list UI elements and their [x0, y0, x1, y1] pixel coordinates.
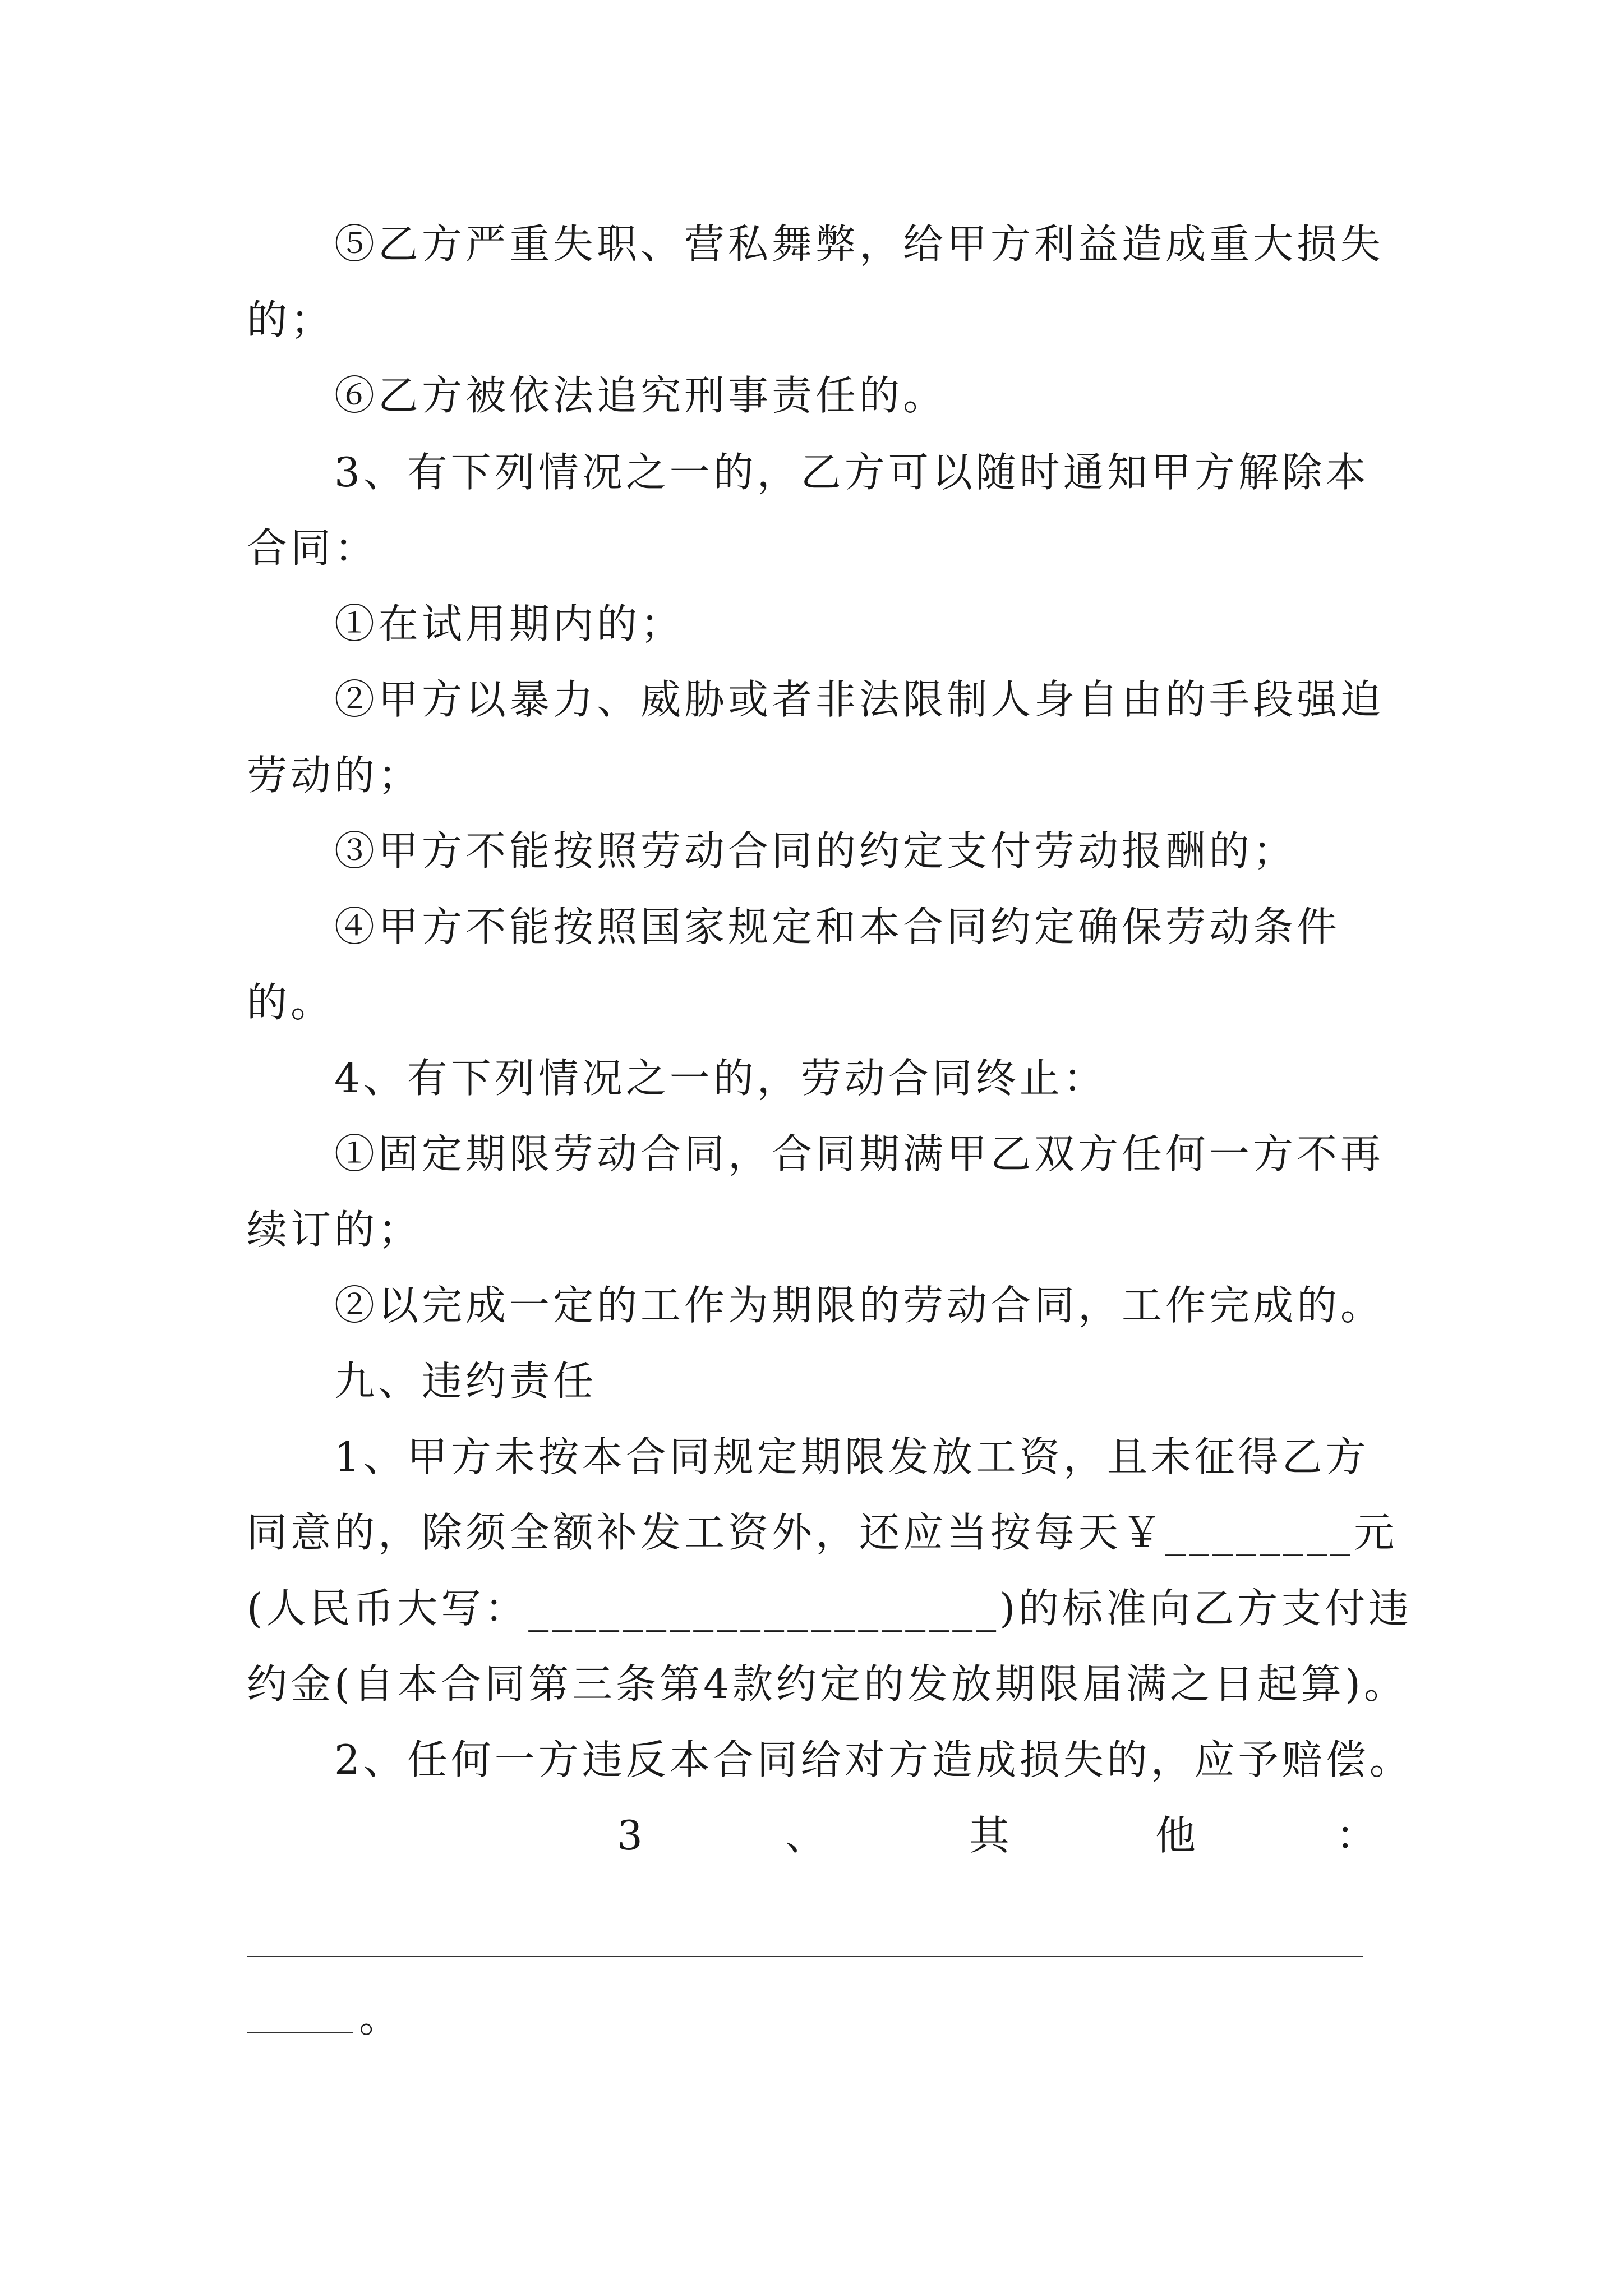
blank-fill-line	[247, 1956, 1363, 1957]
paragraph-line: ①在试用期内的；	[334, 600, 685, 647]
end-punctuation: 。	[359, 1994, 400, 2041]
paragraph-line: (人民币大写：____________________)的标准向乙方支付违	[247, 1585, 1413, 1632]
paragraph-line: ②甲方以暴力、威胁或者非法限制人身自由的手段强迫	[334, 676, 1385, 723]
other-clause-colon: ：	[1336, 1812, 1377, 1859]
paragraph-line: 劳动的；	[247, 752, 422, 799]
paragraph-line: 同意的，除须全额补发工资外，还应当按每天￥________元	[247, 1509, 1398, 1556]
paragraph-line: 续订的；	[247, 1206, 422, 1253]
paragraph-line: ③甲方不能按照劳动合同的约定支付劳动报酬的；	[334, 827, 1297, 875]
paragraph-line: ⑤乙方严重失职、营私舞弊，给甲方利益造成重大损失	[334, 220, 1385, 268]
paragraph-line: 合同：	[247, 524, 379, 572]
paragraph-line: 1、甲方未按本合同规定期限发放工资，且未征得乙方	[334, 1433, 1370, 1480]
section-heading: 九、违约责任	[334, 1358, 597, 1405]
paragraph-line: ①固定期限劳动合同，合同期满甲乙双方任何一方不再	[334, 1130, 1385, 1177]
paragraph-line: 约金(自本合同第三条第4款约定的发放期限届满之日起算)。	[247, 1660, 1408, 1708]
other-clause-char: 其	[969, 1812, 1010, 1859]
other-clause-number: 3	[617, 1812, 643, 1859]
blank-fill-line-short	[247, 2032, 353, 2033]
paragraph-line: ②以完成一定的工作为期限的劳动合同，工作完成的。	[334, 1282, 1385, 1329]
paragraph-line: 2、任何一方违反本合同给对方造成损失的，应予赔偿。	[334, 1736, 1413, 1783]
paragraph-line: 的；	[247, 296, 335, 343]
paragraph-line: 的。	[247, 979, 335, 1026]
paragraph-line: ⑥乙方被依法追究刑事责任的。	[334, 372, 947, 419]
paragraph-line: 4、有下列情况之一的，劳动合同终止：	[334, 1055, 1107, 1102]
paragraph-line: 3、有下列情况之一的，乙方可以随时通知甲方解除本	[334, 449, 1370, 496]
other-clause-char: 他	[1155, 1812, 1196, 1859]
other-clause-separator: 、	[785, 1812, 826, 1859]
paragraph-line: ④甲方不能按照国家规定和本合同约定确保劳动条件	[334, 903, 1341, 950]
